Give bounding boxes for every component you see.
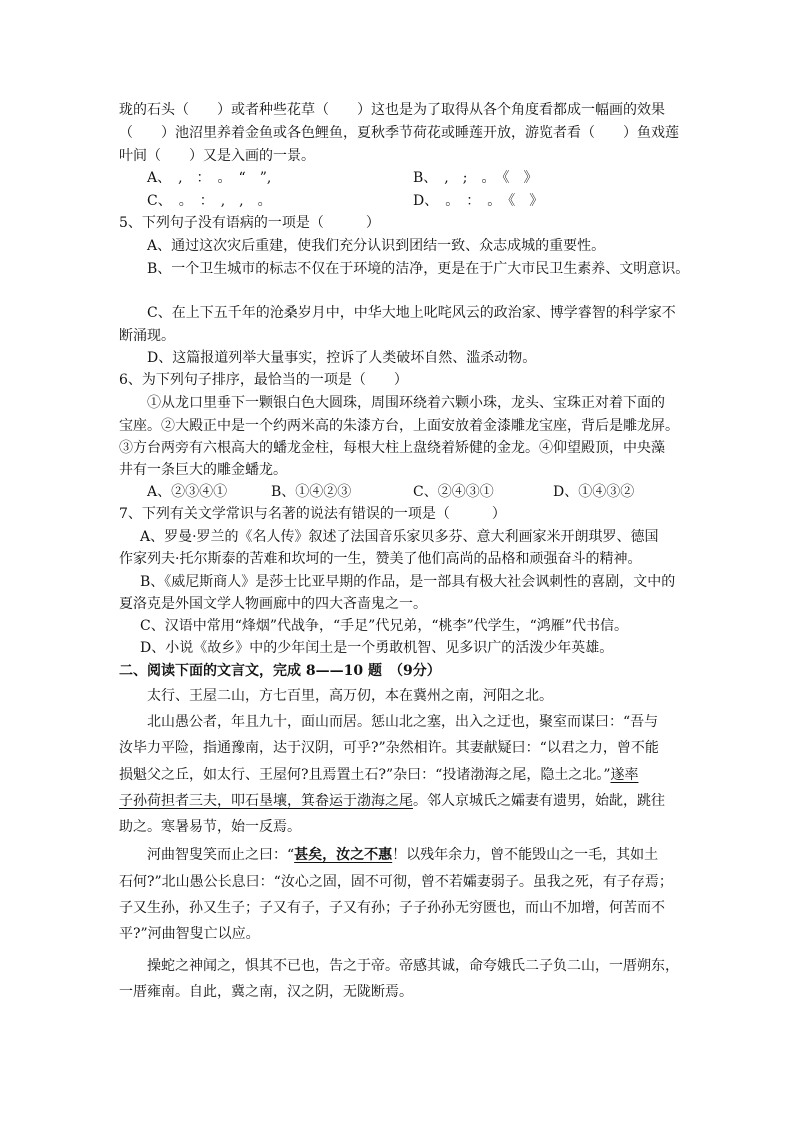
classical-text: 。邻人京城氏之孀妻有遗男，始龀，跳往 <box>413 793 665 809</box>
q6-passage-line-4: 井有一条巨大的雕金蟠龙。 <box>119 462 287 478</box>
underlined-sentence-part-2: 子孙荷担者三夫，叩石垦壤，箕畚运于渤海之尾 <box>119 793 413 809</box>
q7-option-a-line-2: 作家列夫·托尔斯泰的苦难和坎坷的一生，赞美了他们高尚的品格和顽强奋斗的精神。 <box>119 551 642 567</box>
q4-option-d: D、 。 ： 。 《 》 <box>413 193 544 209</box>
classical-paragraph-2-line-5: 助之。寒暑易节，始一反焉。 <box>119 819 301 835</box>
classical-paragraph-1: 太行、王屋二山，方七百里，高万仞，本在冀州之南，河阳之北。 <box>147 688 553 704</box>
q7-option-b-line-2: 夏洛克是外国文学人物画廊中的四大吝啬鬼之一。 <box>119 596 427 612</box>
q4-passage-line-2: （ ）池沼里养着金鱼或各色鲤鱼，夏秋季节荷花或睡莲开放，游览者看（ ）鱼戏莲 <box>119 125 679 141</box>
q6-stem: 6、为下列句子排序，最恰当的一项是（ ） <box>119 372 408 388</box>
q7-option-a-line-1: A、罗曼·罗兰的《名人传》叙述了法国音乐家贝多芬、意大利画家米开朗琪罗、德国 <box>140 529 659 545</box>
classical-paragraph-3-line-2: 石何?”北山愚公长息曰：“汝心之固，固不可彻，曾不若孀妻弱子。虽我之死，有子存焉； <box>119 874 673 890</box>
q6-passage-line-1: ①从龙口里垂下一颗银白色大圆珠，周围环绕着六颗小珠，龙头、宝珠正对着下面的 <box>147 395 665 411</box>
classical-paragraph-2-line-1: 北山愚公者，年且九十，面山而居。惩山北之塞，出入之迂也，聚室而谋曰：“吾与 <box>147 714 659 730</box>
classical-text: 损魁父之丘，如太行、王屋何?且焉置土石?”杂曰：“投诸渤海之尾，隐土之北。” <box>119 767 611 783</box>
q6-option-a: A、②③④① <box>147 484 228 500</box>
q5-stem: 5、下列句子没有语病的一项是（ ） <box>119 215 380 231</box>
q7-option-b-line-1: B、《威尼斯商人》是莎士比亚早期的作品，是一部具有极大社会讽刺性的喜剧，文中的 <box>140 574 676 590</box>
classical-paragraph-3-line-1 <box>147 846 658 864</box>
underlined-phrase: 甚矣，汝之不惠 <box>294 847 393 863</box>
section-2-heading: 二、阅读下面的文言文，完成 8——10 题 （9分） <box>119 663 441 679</box>
q5-option-c-line-1: C、在上下五千年的沧桑岁月中，中华大地上叱咤风云的政治家、博学睿智的科学家不 <box>147 305 676 321</box>
q7-stem: 7、下列有关文学常识与名著的说法有错误的一项是（ ） <box>119 506 506 522</box>
q4-option-c: C、 。 ： , , 。 <box>147 193 272 209</box>
q6-passage-line-2: 宝座。②大殿正中是一个约两米高的朱漆方台，上面安放着金漆雕龙宝座，背后是雕龙屏。 <box>119 418 679 434</box>
q6-option-d: D、①④③② <box>553 484 635 500</box>
underlined-sentence-part-1: 遂率 <box>610 767 639 783</box>
classical-paragraph-2-line-2: 汝毕力平险，指通豫南，达于汉阴，可乎?”杂然相许。其妻献疑曰：“以君之力，曾不能 <box>119 740 659 756</box>
classical-text: 河曲智叟笑而止之曰：“ <box>147 847 295 863</box>
classical-paragraph-3-line-3: 子又生孙，孙又生子；子又有子，子又有孙；子子孙孙无穷匮也，而山不加增，何苦而不 <box>119 900 665 916</box>
q7-option-d: D、小说《故乡》中的少年闰土是一个勇敢机智、见多识广的活泼少年英雄。 <box>140 640 614 656</box>
classical-paragraph-2-line-4 <box>119 792 665 810</box>
q5-option-c-line-2: 断涌现。 <box>119 328 175 344</box>
q4-option-b: B、 , ; 。 《 》 <box>413 170 538 186</box>
classical-text: ！以残年余力，曾不能毁山之一毛，其如土 <box>392 847 659 863</box>
classical-paragraph-3-line-4: 平?”河曲智叟亡以应。 <box>119 926 260 942</box>
q5-option-d: D、这篇报道列举大量事实，控诉了人类破坏自然、滥杀动物。 <box>147 350 537 366</box>
q4-option-a: A、 , ： 。 “ ”, <box>147 170 272 186</box>
classical-paragraph-4-line-2: 一厝雍南。自此，冀之南，汉之阴，无陇断焉。 <box>119 984 413 1000</box>
classical-paragraph-4-line-1: 操蛇之神闻之，惧其不已也，告之于帝。帝感其诚，命夸娥氏二子负二山，一厝朔东， <box>147 958 679 974</box>
q5-option-a: A、通过这次灾后重建，使我们充分认识到团结一致、众志成城的重要性。 <box>147 238 606 254</box>
q6-option-b: B、①④②③ <box>271 484 352 500</box>
q4-passage-line-3: 叶间（ ）又是入画的一景。 <box>119 148 315 164</box>
q4-passage-line-1: 珑的石头（ ）或者种些花草（ ）这也是为了取得从各个角度看都成一幅画的效果 <box>119 102 665 118</box>
q6-option-c: C、②④③① <box>413 484 494 500</box>
classical-paragraph-2-line-3 <box>119 766 638 784</box>
q6-passage-line-3: ③方台两旁有六根高大的蟠龙金柱，每根大柱上盘绕着矫健的金龙。④仰望殿顶，中央藻 <box>119 440 665 456</box>
q5-option-b: B、一个卫生城市的标志不仅在于环境的洁净，更是在于广大市民卫生素养、文明意识。 <box>147 261 690 277</box>
q7-option-c: C、汉语中常用“烽烟”代战争，“手足”代兄弟，“桃李”代学生，“鸿雁”代书信。 <box>140 618 628 634</box>
